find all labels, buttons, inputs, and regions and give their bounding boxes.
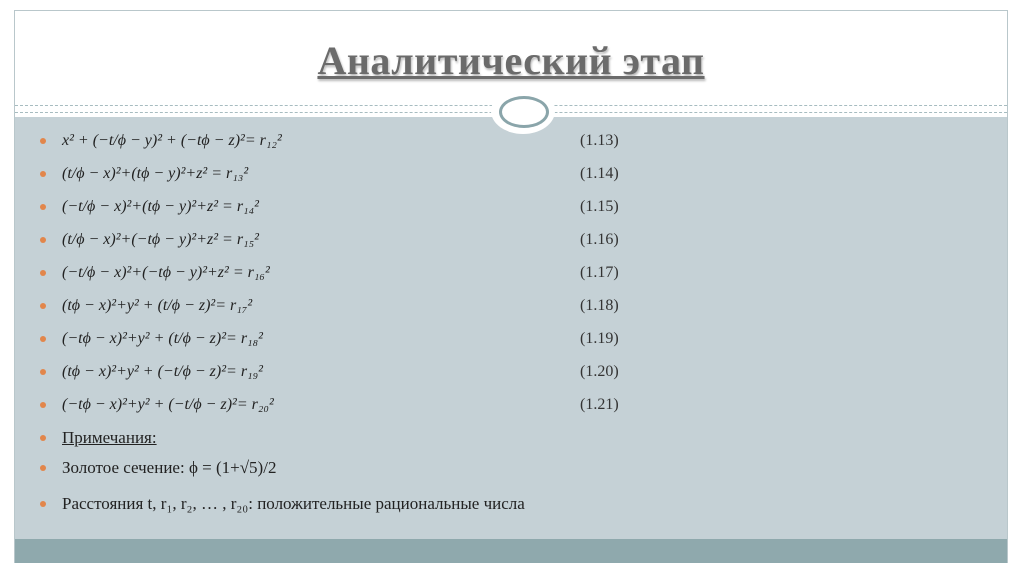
list-item	[40, 421, 680, 451]
equation-formula: (−tϕ − x)²+y² + (−t/ϕ − z)²= r₂₀²	[62, 396, 274, 413]
list-item	[40, 223, 680, 256]
list-item	[40, 487, 680, 520]
list-item	[40, 289, 680, 322]
equation-formula: (tϕ − x)²+y² + (t/ϕ − z)²= r₁₇²	[62, 297, 253, 314]
equation-formula: (−t/ϕ − x)²+(tϕ − y)²+z² = r₁₄²	[62, 198, 259, 215]
equation-number: (1.13)	[580, 132, 619, 149]
bullet-icon	[40, 237, 46, 243]
equation-formula: x² + (−t/ϕ − y)² + (−tϕ − z)²= r₁₂²	[62, 132, 282, 149]
list-item	[40, 322, 680, 355]
equation-formula: (t/ϕ − x)²+(−tϕ − y)²+z² = r₁₅²	[62, 231, 259, 248]
equation-number: (1.14)	[580, 165, 619, 182]
footer-bar	[15, 539, 1007, 563]
equation-number: (1.17)	[580, 264, 619, 281]
list-item	[40, 355, 680, 388]
equation-formula: (−tϕ − x)²+y² + (t/ϕ − z)²= r₁₈²	[62, 330, 263, 347]
equation-number: (1.18)	[580, 297, 619, 314]
equation-number: (1.19)	[580, 330, 619, 347]
slide-title: Аналитический этап	[317, 38, 705, 83]
bullet-icon	[40, 435, 46, 441]
equation-number: (1.21)	[580, 396, 619, 413]
golden-ratio-note: Золотое сечение: ϕ = (1+√5)/2	[62, 458, 277, 477]
distances-note: Расстояния t, r₁, r₂, … , r₂₀: положительные рациональные числа	[62, 494, 525, 513]
equation-list	[40, 124, 680, 520]
equation-formula: (−t/ϕ − x)²+(−tϕ − y)²+z² = r₁₆²	[62, 264, 270, 281]
bullet-icon	[40, 138, 46, 144]
notes-heading: Примечания:	[62, 428, 157, 447]
bullet-icon	[40, 369, 46, 375]
equation-number: (1.15)	[580, 198, 619, 215]
list-item	[40, 388, 680, 421]
equation-formula: (tϕ − x)²+y² + (−t/ϕ − z)²= r₁₉²	[62, 363, 263, 380]
bullet-icon	[40, 204, 46, 210]
list-item	[40, 190, 680, 223]
equation-number: (1.20)	[580, 363, 619, 380]
bullet-icon	[40, 303, 46, 309]
bullet-icon	[40, 336, 46, 342]
bullet-icon	[40, 465, 46, 471]
list-item	[40, 124, 680, 157]
bullet-icon	[40, 171, 46, 177]
list-item	[40, 157, 680, 190]
bullet-icon	[40, 402, 46, 408]
equation-number: (1.16)	[580, 231, 619, 248]
bullet-icon	[40, 270, 46, 276]
list-item	[40, 451, 680, 487]
bullet-icon	[40, 501, 46, 507]
list-item	[40, 256, 680, 289]
equation-formula: (t/ϕ − x)²+(tϕ − y)²+z² = r₁₃²	[62, 165, 249, 182]
